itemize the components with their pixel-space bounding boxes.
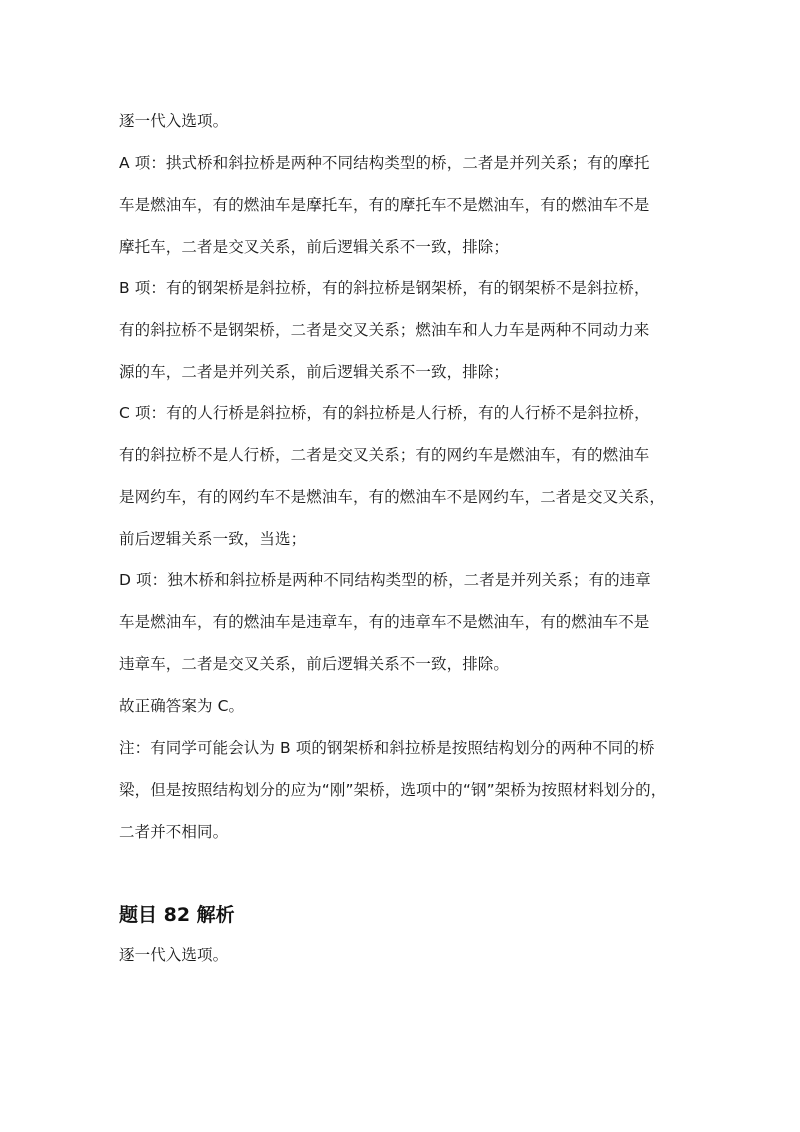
paragraph-line: 车是燃油车，有的燃油车是摩托车，有的摩托车不是燃油车，有的燃油车不是 [119, 196, 650, 214]
paragraph-line: 有的斜拉桥不是钢架桥，二者是交叉关系；燃油车和人力车是两种不同动力来 [119, 321, 650, 339]
note-line: 注：有同学可能会认为 B 项的钢架桥和斜拉桥是按照结构划分的两种不同的桥 [119, 739, 655, 757]
paragraph-line: 前后逻辑关系一致，当选； [119, 530, 307, 548]
option-a-line: A 项：拱式桥和斜拉桥是两种不同结构类型的桥，二者是并列关系；有的摩托 [119, 154, 650, 172]
section-heading: 题目 82 解析 [119, 904, 235, 926]
paragraph-line: 是网约车，有的网约车不是燃油车，有的燃油车不是网约车，二者是交叉关系， [119, 488, 666, 506]
paragraph-line: 逐一代入选项。 [119, 946, 229, 964]
paragraph-line: 车是燃油车，有的燃油车是违章车，有的违章车不是燃油车，有的燃油车不是 [119, 613, 650, 631]
option-c-line: C 项：有的人行桥是斜拉桥，有的斜拉桥是人行桥，有的人行桥不是斜拉桥， [119, 404, 650, 422]
paragraph-line: 违章车，二者是交叉关系，前后逻辑关系不一致，排除。 [119, 655, 510, 673]
paragraph-line: 有的斜拉桥不是人行桥，二者是交叉关系；有的网约车是燃油车，有的燃油车 [119, 446, 650, 464]
paragraph-line: 梁，但是按照结构划分的应为“刚”架桥，选项中的“钢”架桥为按照材料划分的， [119, 781, 667, 799]
paragraph-line: 二者并不相同。 [119, 823, 229, 841]
option-d-line: D 项：独木桥和斜拉桥是两种不同结构类型的桥，二者是并列关系；有的违章 [119, 571, 651, 589]
paragraph-line: 源的车，二者是并列关系，前后逻辑关系不一致，排除； [119, 363, 510, 381]
paragraph-line: 逐一代入选项。 [119, 112, 229, 130]
answer-line: 故正确答案为 C。 [119, 697, 245, 715]
paragraph-line: 摩托车，二者是交叉关系，前后逻辑关系不一致，排除； [119, 238, 510, 256]
option-b-line: B 项：有的钢架桥是斜拉桥，有的斜拉桥是钢架桥，有的钢架桥不是斜拉桥， [119, 279, 650, 297]
